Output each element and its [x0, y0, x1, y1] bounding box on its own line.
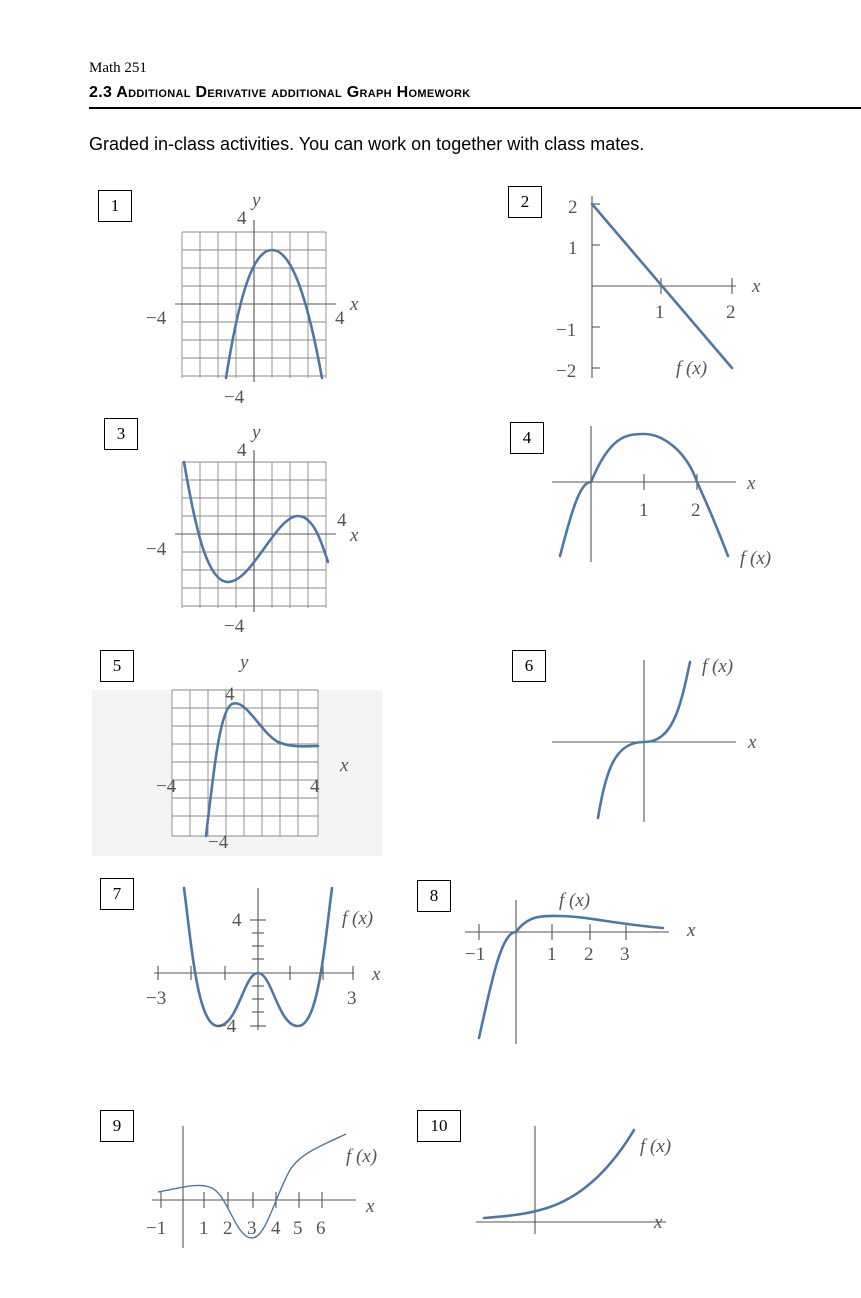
x-label-2: x	[752, 276, 761, 297]
x-label-9: x	[366, 1196, 375, 1217]
function-label-7: f (x)	[342, 908, 374, 929]
x-tick-2: 2	[223, 1218, 233, 1239]
x-right-tick-1: 4	[335, 308, 345, 329]
y-tick-1: 1	[568, 238, 578, 259]
graph-7	[140, 880, 390, 1050]
y-top-tick-5: 4	[225, 684, 235, 705]
function-label-4: f (x)	[740, 548, 772, 569]
x-tick-4: 4	[271, 1218, 281, 1239]
graph-4	[550, 420, 790, 580]
y-top-tick-3: 4	[237, 440, 247, 461]
x-left-tick-1: −4	[146, 308, 167, 329]
x-tick-3: 3	[247, 1218, 257, 1239]
x-tick-1: 1	[547, 944, 557, 965]
function-label-2: f (x)	[676, 358, 708, 379]
graph-3	[130, 420, 380, 640]
page-title: 2.3 Additional Derivative additional Graph Homework	[89, 84, 471, 101]
x-label-10: x	[654, 1212, 663, 1233]
x-label-4: x	[747, 473, 756, 494]
graph-6	[550, 650, 790, 830]
y-bottom-tick-5: −4	[208, 832, 229, 853]
graph-2	[550, 190, 790, 390]
function-label-9: f (x)	[346, 1146, 378, 1167]
function-curve-4	[560, 434, 728, 556]
x-label-8: x	[687, 920, 696, 941]
y-tick-2: 2	[568, 197, 578, 218]
y-tick-neg2: −2	[556, 361, 577, 382]
y-label-3: y	[252, 422, 261, 443]
graph-1	[130, 190, 380, 410]
problem-number-9: 9	[100, 1110, 134, 1142]
x-tick-2: 2	[691, 500, 701, 521]
x-left-tick-3: −4	[146, 539, 167, 560]
instructions: Graded in-class activities. You can work on together with class mates.	[89, 134, 645, 154]
function-label-8: f (x)	[559, 890, 591, 911]
x-tick-6: 6	[316, 1218, 326, 1239]
graph-8	[455, 880, 715, 1050]
problem-number-6: 6	[512, 650, 546, 682]
course-name: Math 251	[89, 60, 147, 76]
function-curve-10	[484, 1130, 634, 1218]
x-right-tick-7: 3	[347, 988, 357, 1009]
y-bottom-tick-1: −4	[224, 387, 245, 408]
x-tick-5: 5	[293, 1218, 303, 1239]
x-label-5: x	[340, 755, 349, 776]
problem-number-1: 1	[98, 190, 132, 222]
y-tick-neg1: −1	[556, 320, 577, 341]
x-tick-2: 2	[584, 944, 594, 965]
y-bottom-tick-3: −4	[224, 616, 245, 637]
x-tick-1: 1	[199, 1218, 209, 1239]
x-tick-1: 1	[655, 302, 665, 323]
x-label-3: x	[350, 525, 359, 546]
problem-number-2: 2	[508, 186, 542, 218]
x-label-7: x	[372, 964, 381, 985]
x-right-tick-3: 4	[337, 510, 347, 531]
problem-number-3: 3	[104, 418, 138, 450]
x-tick-1: 1	[639, 500, 649, 521]
y-top-tick-1: 4	[237, 208, 247, 229]
x-tick-neg1: −1	[465, 944, 486, 965]
problem-number-10: 10	[417, 1110, 461, 1142]
problem-number-7: 7	[100, 878, 134, 910]
y-label-1: y	[252, 190, 261, 211]
y-bottom-tick-7: −4	[216, 1016, 237, 1037]
function-curve-8	[479, 916, 663, 1038]
x-tick-2: 2	[726, 302, 736, 323]
x-label-6: x	[748, 732, 757, 753]
graph-9	[140, 1120, 400, 1260]
graph-5	[130, 648, 380, 858]
problem-number-8: 8	[417, 880, 451, 912]
problem-number-5: 5	[100, 650, 134, 682]
x-left-tick-7: −3	[146, 988, 167, 1009]
function-label-10: f (x)	[640, 1136, 672, 1157]
x-tick-3: 3	[620, 944, 630, 965]
problem-number-4: 4	[510, 422, 544, 454]
x-tick-neg1: −1	[146, 1218, 167, 1239]
function-label-6: f (x)	[702, 656, 734, 677]
y-label-5: y	[240, 652, 249, 673]
title-rule	[89, 107, 861, 109]
y-top-tick-7: 4	[232, 910, 242, 931]
x-left-tick-5: −4	[156, 776, 177, 797]
x-label-1: x	[350, 294, 359, 315]
graph-10	[470, 1120, 710, 1240]
x-right-tick-5: 4	[310, 776, 320, 797]
